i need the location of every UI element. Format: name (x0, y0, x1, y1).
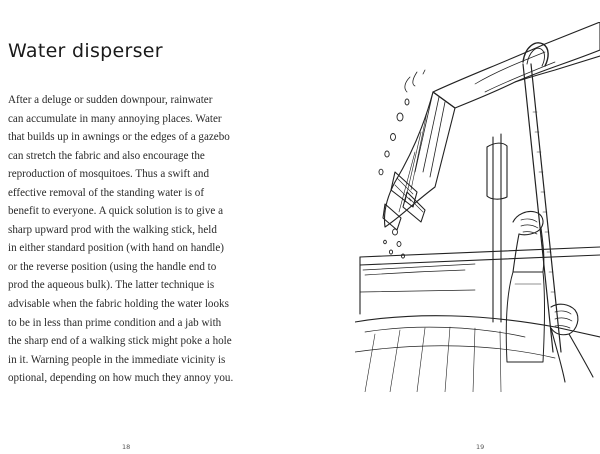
paragraph-line: After a deluge or sudden downpour, rainwater (8, 94, 213, 106)
walkway (355, 316, 600, 337)
page-number-left: 18 (122, 443, 131, 451)
paragraph-line: can accumulate in many annoying places. Water (8, 112, 222, 125)
walking-stick-awning-illustration (355, 22, 600, 392)
paragraph-line: or the reverse position (using the handle end to (8, 260, 217, 273)
support-post (493, 134, 501, 322)
right-page (300, 0, 600, 454)
building-wall (360, 247, 600, 265)
paragraph-line: optional, depending on how much they annoy you. (8, 372, 234, 385)
paragraph-line: can stretch the fabric and also encourage the (8, 149, 205, 162)
paragraph-line: in it. Warning people in the immediate vicinity is (8, 353, 226, 366)
paragraph-line: sharp upward prod with the walking stick, held (8, 223, 217, 236)
page-title: Water disperser (8, 40, 163, 62)
paragraph-line: to be in less than prime condition and a jab with (8, 316, 222, 329)
paragraph-line: reproduction of mosquitoes. Thus a swift and (8, 168, 209, 181)
paragraph-line: prod the aqueous bulk). The latter technique is (8, 279, 215, 292)
paragraph-line: that builds up in awnings or the edges of a gazebo (8, 131, 230, 144)
sleeve (506, 272, 544, 362)
paragraph-line: the sharp end of a walking stick might poke a hole (8, 335, 232, 348)
sagging-fabric (384, 92, 455, 227)
paragraph-line: effective removal of the standing water is of (8, 186, 205, 199)
paragraph-line: benefit to everyone. A quick solution is to give a (8, 205, 224, 218)
paragraph-line: in either standard position (with hand on handle) (8, 242, 224, 255)
water-droplets (379, 70, 425, 258)
paragraph-line: advisable when the fabric holding the water looks (8, 298, 229, 311)
walking-stick (523, 64, 561, 352)
body-paragraph (8, 91, 278, 388)
awning-fabric (433, 22, 600, 108)
page-number-right: 19 (476, 443, 485, 451)
